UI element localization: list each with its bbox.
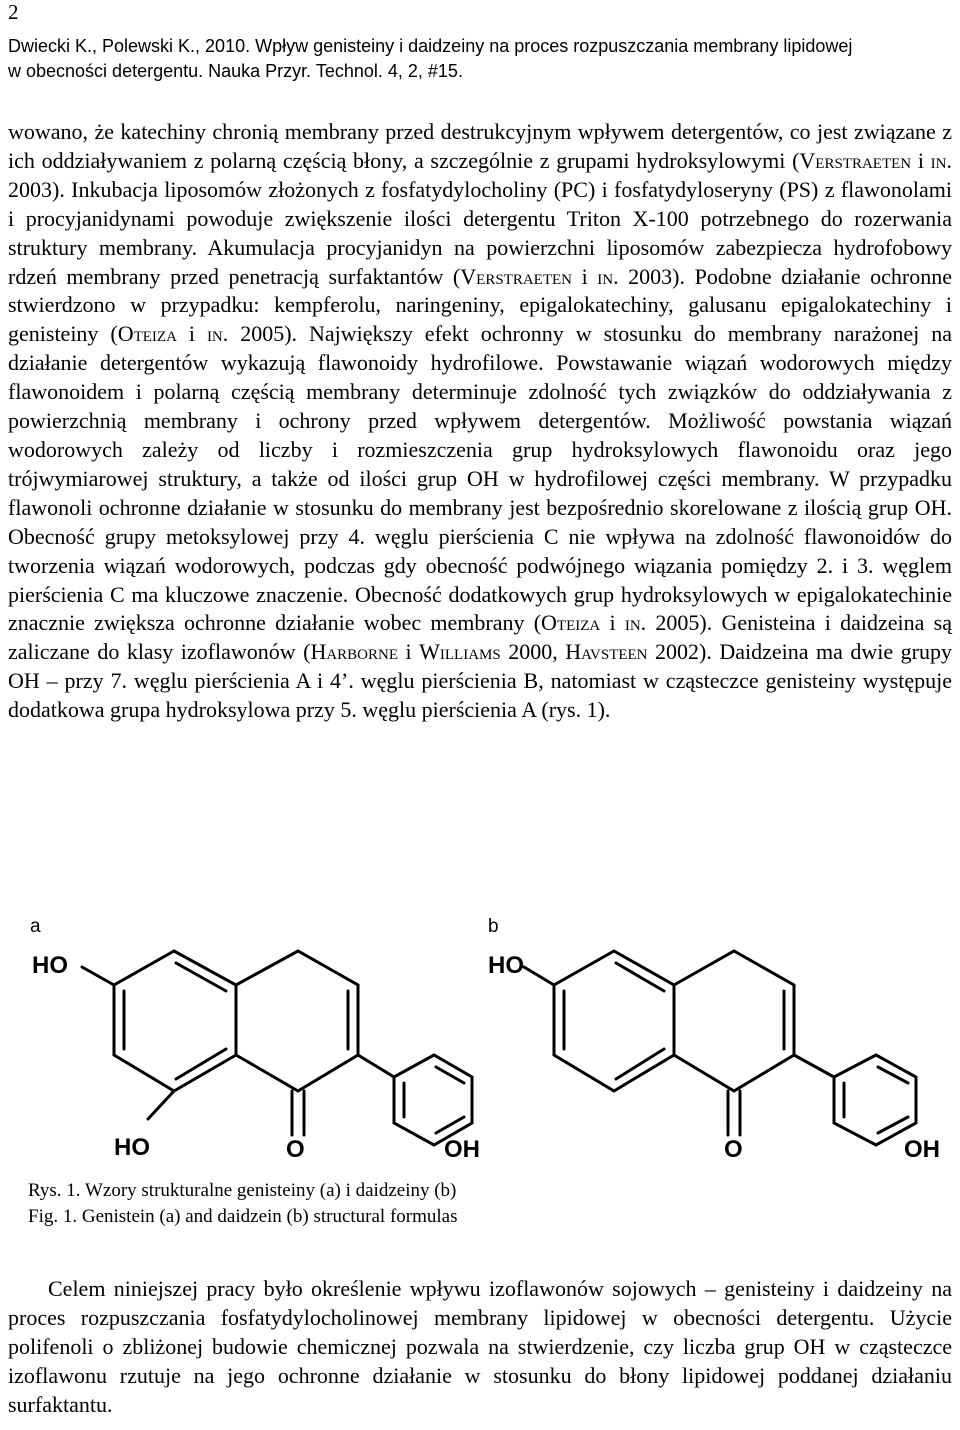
text-run: 2002). Daidzeina ma dwie grupy OH – przy 7. węglu pierścienia A i 4’. węglu pierścienia B, natomiast w cząsteczce genisteiny występuje dodatkowa grupa hydroksylowa przy 5. węglu pierścienia A (rys. 1).: [8, 639, 953, 723]
reference-author: Oteiza: [541, 610, 601, 636]
reference-in: in: [624, 610, 641, 636]
reference-author: Harborne: [310, 639, 398, 665]
citation-line-2: w obecności detergentu. Nauka Przyr. Technol. 4, 2, #15.: [8, 61, 463, 81]
text-run: i: [911, 147, 931, 173]
hydroxyl-label: HO: [114, 1134, 150, 1161]
figure-label-a: a: [30, 916, 41, 937]
text-run: wowano, że katechiny chronią membrany przed destrukcyjnym wpływem detergentów, co jest związane z ich oddziaływaniem z polarną częścią błony, a szczególnie z grupami hydroksylowymi (: [8, 119, 952, 173]
daidzein-formula-drawing: [484, 945, 954, 1165]
genistein-formula-drawing: [24, 945, 494, 1165]
body-paragraph-2: Celem niniejszej pracy było określenie wpływu izoflawonów sojowych – genisteiny i daidzeiny na proces rozpuszczania fosfatydylocholinowej membrany lipidowej w obecności detergentu. Użycie polifenoli o zbliżonej budowie chemicznej pozwala na stwierdzenie, czy liczba grup OH w cząsteczce izoflawonu rzutuje na jego ochronne działanie w stosunku do błony lipidowej poddanej działaniu surfaktantu.: [8, 1276, 952, 1417]
page-number: 2: [8, 0, 19, 24]
reference-author: Oteiza: [117, 321, 177, 347]
text-run: 2000,: [500, 639, 566, 665]
reference-author: Verstraeten: [799, 147, 912, 173]
text-run: . 2003). Podobne działanie ochronne stwierdzono w przypadku: kempferolu, naringeniny, epigalokatechiny, galusanu epigalokatechiny i genisteiny (: [8, 263, 952, 347]
citation-header: [8, 34, 952, 84]
hydroxyl-label: HO: [32, 952, 68, 979]
reference-author: Verstraeten: [460, 263, 572, 289]
body-paragraph-1: [8, 118, 952, 725]
carbonyl-oxygen-label: O: [286, 1136, 305, 1163]
figure-label-b: b: [488, 916, 499, 937]
text-run: . 2005). Genisteina i daidzeina są zaliczane do klasy izoflawonów (: [8, 610, 952, 665]
genistein-structure: [24, 945, 494, 1170]
reference-author: Havsteen: [565, 639, 648, 665]
figure-caption-polish: Rys. 1. Wzory strukturalne genisteiny (a) i daidzeiny (b): [28, 1180, 457, 1201]
hydroxyl-label: HO: [488, 952, 524, 979]
figure-caption-english: Fig. 1. Genistein (a) and daidzein (b) structural formulas: [28, 1206, 458, 1227]
carbonyl-oxygen-label: O: [724, 1136, 743, 1163]
text-run: i: [176, 321, 207, 347]
reference-in: in: [206, 321, 223, 347]
text-run: i: [398, 639, 420, 665]
reference-author: Williams: [419, 639, 501, 665]
reference-in: in: [597, 263, 614, 289]
daidzein-structure: [484, 945, 954, 1170]
text-run: i: [600, 610, 625, 636]
reference-in: in: [930, 147, 947, 173]
hydroxyl-label: OH: [904, 1136, 940, 1163]
text-run: . 2005). Największy efekt ochronny w stosunku do membrany narażonej na działanie detergentów wykazują flawonoidy hydrofilowe. Powstawanie wiązań wodorowych między flawonoidem i polarną częścią membrany determinuje zdolność tych związków do oddziaływania z powierzchnią membrany i ochrony przed wpływem detergentów. Możliwość powstania wiązań wodorowych zależy od liczby i rozmieszczenia grup hydroksylowych flawonoidu oraz jego trójwymiarowej struktury, a także od ilości grup OH w hydrofilowej części membrany. W przypadku flawonoli ochronne działanie w stosunku do membrany jest bezpośrednio skorelowane z ilością grup OH. Obecność grupy metoksylowej przy 4. węglu pierścienia C nie wpływa na zdolność flawonoidów do tworzenia wiązań wodorowych, podczas gdy obecność podwójnego wiązania pomiędzy 2. i 3. węglem pierścienia C ma kluczowe znaczenie. Obecność dodatkowych grup hydroksylowych w epigalokatechinie znacznie zwiększa ochronne działanie wobec membrany (: [8, 321, 952, 636]
hydroxyl-label: OH: [444, 1136, 480, 1163]
text-run: i: [571, 263, 598, 289]
citation-line-1: Dwiecki K., Polewski K., 2010. Wpływ genisteiny i daidzeiny na proces rozpuszczania membrany lipidowej: [8, 36, 853, 56]
text-run: . 2003). Inkubacja liposomów złożonych z fosfatydylocholiny (PC) i fosfatydyloseryny (PS) z flawonolami i procyjanidynami powoduje zwiększenie ilości detergentu Triton X-100 potrzebnego do rozerwania struktury membrany. Akumulacja procyjanidyn na powierzchni liposomów zabezpiecza hydrofobowy rdzeń membrany przed penetracją surfaktantów (: [8, 147, 952, 289]
